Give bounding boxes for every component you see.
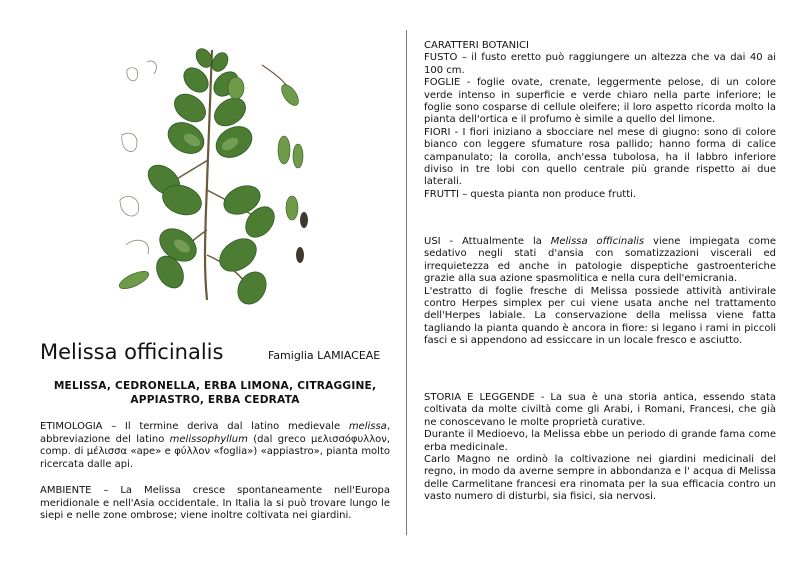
etimologia-paragraph: ETIMOLOGIA – Il termine deriva dal latino medievale melissa, abbreviazione del latino melissophyllum (dal greco μελισσόφυλλον, comp. di μέλισσα «ape» e φύλλον «foglia») «appiastro», pianta molto ricercata dalle api. bbox=[40, 421, 390, 470]
frutti-text: FRUTTI – questa pianta non produce frutti. bbox=[424, 188, 637, 200]
usi-text-1: USI - Attualmente la Melissa officinalis viene impiegata come sedativo negli stati d'ansia con somatizzazioni viscerali ed irrequietezza ed anche in patologie dispeptiche gastroenteriche grazie alla sua azione spasmolitica e nella cura dell'emicrania. bbox=[424, 236, 776, 285]
foglie-text: FOGLIE - foglie ovate, crenate, leggermente pelose, di un colore verde intenso in superficie e verde chiaro nella parte inferiore; le foglie sono cosparse di cellule oleifere; il loro aspetto ricorda molto la pianta dell'ortica e il profumo è simile a quello del limone. bbox=[424, 77, 776, 126]
column-divider bbox=[406, 30, 407, 535]
storia-text-1: STORIA E LEGGENDE - La sua è una storia antica, essendo stata coltivata da molte civiltà come gli Arabi, i Romani, Francesi, che già ne conoscevano le molte proprietà curative. bbox=[424, 392, 776, 428]
common-names: MELISSA, CEDRONELLA, ERBA LIMONA, CITRAGGINE, APPIASTRO, ERBA CEDRATA bbox=[53, 380, 377, 406]
ambiente-paragraph: AMBIENTE – La Melissa cresce spontaneamente nell'Europa meridionale e nell'Asia occidentale. In Italia la si può trovare lungo le siepi e nelle zone ombrose; viene inoltre coltivata nei giardini. bbox=[40, 485, 390, 521]
caratteri-botanici-section bbox=[424, 40, 776, 201]
family-label: Famiglia LAMIACEAE bbox=[268, 349, 381, 362]
usi-section bbox=[424, 236, 776, 348]
storia-section bbox=[424, 392, 776, 504]
botanical-illustration bbox=[112, 40, 317, 305]
botanici-heading: CARATTERI BOTANICI bbox=[424, 40, 529, 51]
fusto-text: FUSTO – il fusto eretto può raggiungere un altezza che va dai 40 ai 100 cm. bbox=[424, 52, 776, 76]
usi-text-2: L'estratto di foglie fresche di Melissa possiede attività antivirale contro Herpes simplex per cui viene usata anche nel trattamento dell'Herpes labiale. La conservazione della melissa viene fatta tagliando la pianta quando è ancora in fiore: si legano i rami in piccoli fasci e si appendono ad essiccare in un locale fresco e asciutto. bbox=[424, 285, 776, 347]
storia-text-2: Durante il Medioevo, la Melissa ebbe un periodo di grande fama come erba medicinale. bbox=[424, 429, 776, 453]
storia-text-3: Carlo Magno ne ordinò la coltivazione nei giardini medicinali del regno, in modo da averne sempre in abbondanza e l' acqua di Melissa delle Carmelitane francesi era rinomata per la sua efficacia contro un vasto numero di disturbi, sia fisici, sia nervosi. bbox=[424, 454, 776, 503]
fiori-text: FIORI - I fiori iniziano a sbocciare nel mese di giugno: sono di colore bianco con leggere sfumature rosa pallido; hanno forma di calice campanulato; la corolla, anch'essa tubolosa, ha il labbro inferiore diviso in tre lobi con quello centrale più grande rispetto ai due laterali. bbox=[424, 126, 776, 188]
species-title: Melissa officinalis bbox=[40, 340, 224, 364]
